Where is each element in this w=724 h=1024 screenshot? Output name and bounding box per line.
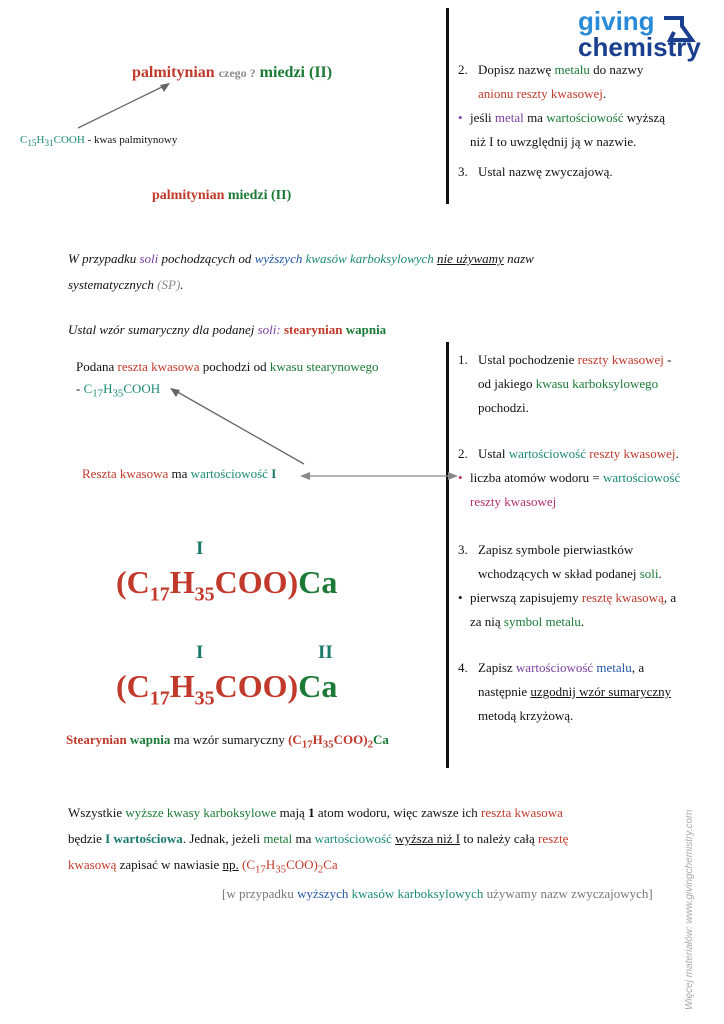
logo-line2: chemistry	[578, 32, 701, 62]
side-watermark: Więcej materiałów: www.givingchemistry.com	[684, 809, 695, 1010]
flask-icon	[660, 14, 706, 44]
r-bullet-2: • liczba atomów wodoru = wartościowość reszty kwasowej	[458, 470, 681, 509]
palmitic-acid	[20, 134, 177, 148]
word-miedzi: miedzi (II)	[259, 64, 333, 81]
roman-2b: II	[318, 642, 333, 663]
acid-label: - kwas palmitynowy	[87, 134, 178, 146]
formula-1: $(C_{17}H_{35}COO)Ca$	[116, 564, 338, 606]
roman-1a: I	[196, 538, 204, 559]
roman-2a: I	[196, 642, 204, 663]
divider-bottom	[446, 342, 449, 768]
arrow-valency	[296, 468, 462, 484]
r-step-1: 1. Ustal pochodzenie reszty kwasowej - od jakiego kwasu karboksylowego pochodzi.	[458, 352, 672, 415]
r-step-2: 2. Ustal wartościowość reszty kwasowej.	[458, 446, 679, 461]
origin-text: Podana reszta kwasowa pochodzi od kwasu stearynowego - $C_{17}H_{35}COOH$	[76, 359, 379, 400]
step-3: 3. Ustal nazwę zwyczajową.	[458, 164, 613, 179]
middle-note: W przypadku soli pochodzących od wyższych kwasów karboksylowych nie używamy nazw systematycznych (SP).	[68, 251, 534, 292]
arrow-stearic	[164, 384, 314, 474]
final-formula-line: Stearynian wapnia ma wzór sumaryczny $(C_{17}H_{35}COO)_2Ca$	[66, 732, 389, 751]
logo-line1: giving	[578, 6, 655, 36]
arrow-palmitic	[70, 76, 190, 136]
bottom-paragraph: Wszystkie wyższe kwasy karboksylowe mają 1 atom wodoru, więc zawsze ich reszta kwasowa będzie I wartościowa. Jednak, jeżeli metal ma wartościowość wyższa niż I to należy całą resztę kwasową zapisać w nawiasie np. $(C_{17}H_{35}COO)_2Ca$	[68, 805, 569, 876]
formula-2: $(C_{17}H_{35}COO)Ca$	[116, 668, 338, 710]
r-step-4: 4. Zapisz wartościowość metalu, a następnie uzgodnij wzór sumaryczny metodą krzyżową.	[458, 660, 672, 723]
acid-formula: $C_{15}H_{31}COOH$	[20, 134, 85, 149]
word-czego: czego ?	[218, 66, 256, 80]
divider-top	[446, 8, 449, 204]
valency-line: Reszta kwasowa ma wartościowość I	[82, 466, 277, 481]
r-step-3: 3. Zapisz symbole pierwiastków wchodzących w skład podanej soli.	[458, 542, 662, 581]
bottom-note: [w przypadku wyższych kwasów karboksylowych używamy nazw zwyczajowych]	[222, 886, 653, 901]
task-line: Ustal wzór sumaryczny dla podanej soli: stearynian wapnia	[68, 322, 387, 337]
r-bullet-3: • pierwszą zapisujemy resztę kwasową, a za nią symbol metalu.	[458, 590, 677, 629]
bullet-2: • jeśli metal ma wartościowość wyższą niż I to uwzględnij ją w nazwie.	[458, 110, 665, 149]
result-name: palmitynian miedzi (II)	[152, 188, 292, 203]
step-2: 2. Dopisz nazwę metalu do nazwy anionu reszty kwasowej.	[458, 62, 644, 101]
word-palmitynian: palmitynian	[132, 64, 215, 81]
